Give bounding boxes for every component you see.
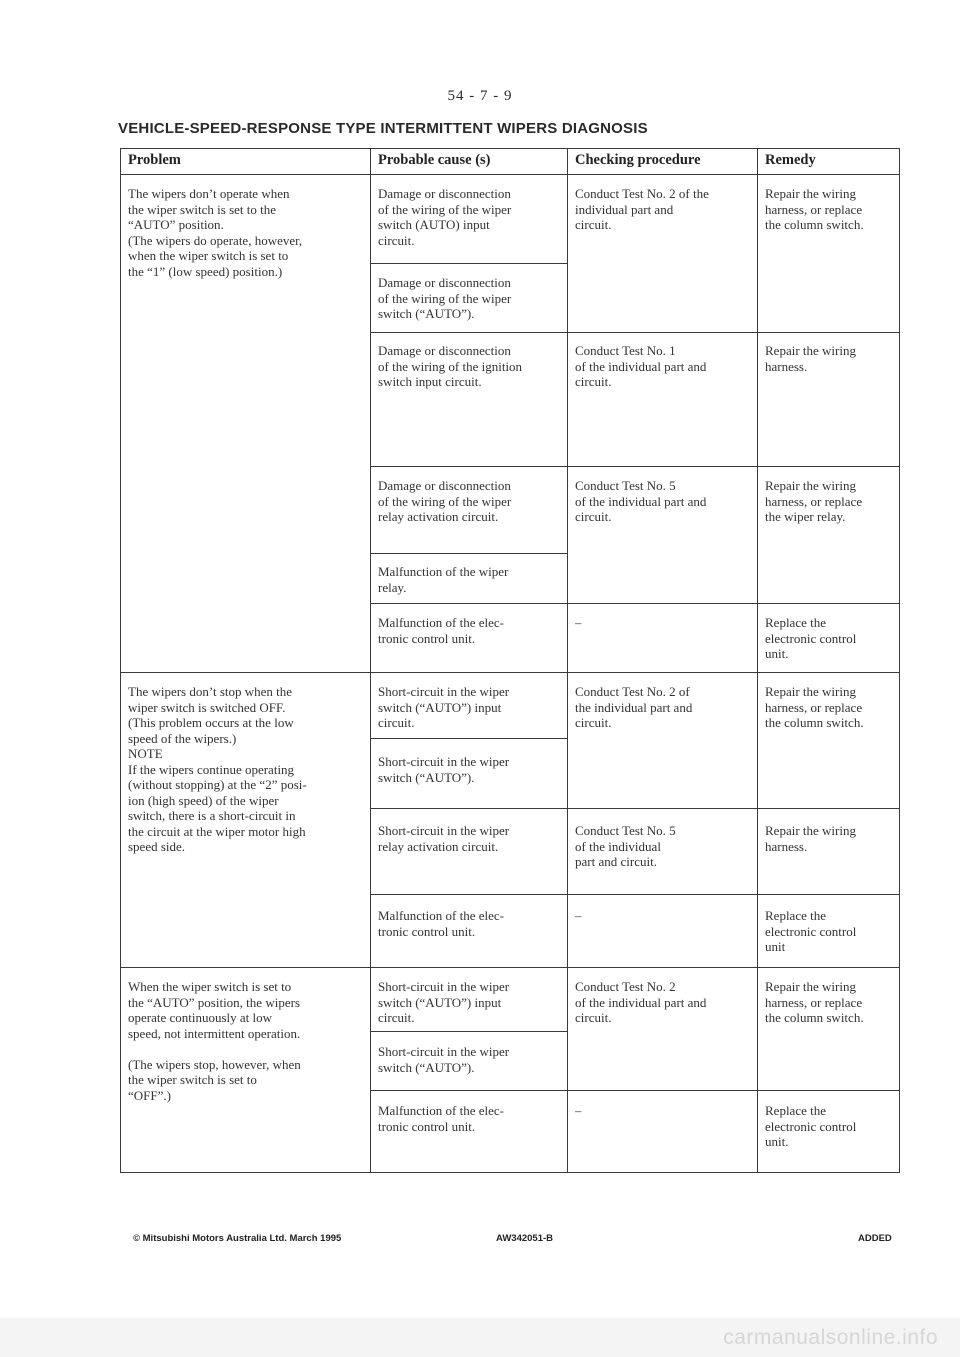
remedy-cell: Repair the wiring harness. [765, 823, 856, 854]
procedure-cell: Conduct Test No. 5 of the individual part and circuit. [575, 478, 707, 524]
watermark-text: carmanualsonline.info [723, 1326, 938, 1349]
header-remedy: Remedy [765, 152, 816, 168]
row-divider [370, 466, 900, 467]
cause-cell: Short-circuit in the wiper switch (“AUTO”). [378, 1044, 510, 1075]
row-divider [370, 1090, 900, 1091]
column-divider-cause [370, 148, 371, 1173]
header-probable-cause: Probable cause (s) [378, 152, 491, 168]
cause-cell: Short-circuit in the wiper switch (“AUTO”). [378, 754, 510, 785]
table-border-left [120, 148, 121, 1173]
footer-status: ADDED [858, 1233, 892, 1244]
cause-cell: Short-circuit in the wiper relay activation circuit. [378, 823, 510, 854]
problem-cell: The wipers don’t operate when the wiper switch is set to the “AUTO” position. (The wipers do operate, however, when the wiper switch is set to the “1” (low speed) position.) [128, 186, 303, 279]
procedure-cell: Conduct Test No. 5 of the individual part and circuit. [575, 823, 676, 869]
procedure-cell: – [575, 908, 582, 923]
table-border-bottom [120, 1172, 900, 1173]
column-divider-remedy [757, 148, 758, 1173]
cause-cell: Damage or disconnection of the wiring of the wiper relay activation circuit. [378, 478, 512, 524]
row-divider [370, 603, 900, 604]
column-divider-procedure [567, 148, 568, 1173]
page-number: 54 - 7 - 9 [447, 88, 513, 104]
cause-cell: Damage or disconnection of the wiring of the ignition switch input circuit. [378, 343, 523, 389]
footer-copyright: © Mitsubishi Motors Australia Ltd. March 1995 [133, 1233, 342, 1244]
cause-cell: Malfunction of the wiper relay. [378, 564, 509, 595]
cause-cell: Short-circuit in the wiper switch (“AUTO”) input circuit. [378, 684, 510, 730]
problem-cell: When the wiper switch is set to the “AUTO” position, the wipers operate continuously at low speed, not intermittent operation. (The wipers stop, however, when the wiper switch is set to “OFF”.) [128, 979, 301, 1103]
row-divider [370, 332, 900, 333]
procedure-cell: Conduct Test No. 2 of the individual part and circuit. [575, 979, 707, 1025]
problem-cell: The wipers don’t stop when the wiper switch is switched OFF. (This problem occurs at the low speed of the wipers.) NOTE If the wipers continue operating (without stopping) at the “2” posi- ion (high speed) of the wiper switch, there is a short-circuit in the circuit at the wiper motor high speed side. [128, 684, 307, 854]
remedy-cell: Replace the electronic control unit [765, 908, 857, 954]
watermark-bar [0, 1318, 960, 1357]
header-divider [120, 174, 900, 175]
remedy-cell: Repair the wiring harness. [765, 343, 856, 374]
row-divider [370, 263, 567, 264]
row-divider [370, 553, 567, 554]
cause-cell: Malfunction of the elec- tronic control unit. [378, 1103, 504, 1134]
cause-cell: Malfunction of the elec- tronic control unit. [378, 615, 504, 646]
remedy-cell: Replace the electronic control unit. [765, 615, 857, 661]
group-divider-2 [120, 672, 900, 673]
cause-cell: Short-circuit in the wiper switch (“AUTO”) input circuit. [378, 979, 510, 1025]
cause-cell: Damage or disconnection of the wiring of the wiper switch (AUTO) input circuit. [378, 186, 512, 248]
row-divider [370, 808, 900, 809]
procedure-cell: Conduct Test No. 2 of the individual part and circuit. [575, 684, 693, 730]
procedure-cell: – [575, 1103, 582, 1118]
group-divider-3 [120, 967, 900, 968]
remedy-cell: Repair the wiring harness, or replace the column switch. [765, 979, 864, 1025]
diagnosis-table [120, 148, 900, 1173]
row-divider [370, 738, 567, 739]
header-problem: Problem [128, 152, 181, 168]
footer-code: AW342051-B [496, 1233, 554, 1244]
procedure-cell: – [575, 615, 582, 630]
procedure-cell: Conduct Test No. 1 of the individual part and circuit. [575, 343, 707, 389]
page-title: VEHICLE-SPEED-RESPONSE TYPE INTERMITTENT WIPERS DIAGNOSIS [118, 120, 648, 137]
procedure-cell: Conduct Test No. 2 of the individual part and circuit. [575, 186, 709, 232]
remedy-cell: Repair the wiring harness, or replace the column switch. [765, 684, 864, 730]
remedy-cell: Replace the electronic control unit. [765, 1103, 857, 1149]
cause-cell: Damage or disconnection of the wiring of the wiper switch (“AUTO”). [378, 275, 512, 321]
row-divider [370, 894, 900, 895]
row-divider [370, 1031, 567, 1032]
cause-cell: Malfunction of the elec- tronic control unit. [378, 908, 504, 939]
header-checking-procedure: Checking procedure [575, 152, 701, 168]
table-border-right [899, 148, 900, 1173]
remedy-cell: Repair the wiring harness, or replace the wiper relay. [765, 478, 863, 524]
table-border-top [120, 148, 900, 149]
remedy-cell: Repair the wiring harness, or replace the column switch. [765, 186, 864, 232]
